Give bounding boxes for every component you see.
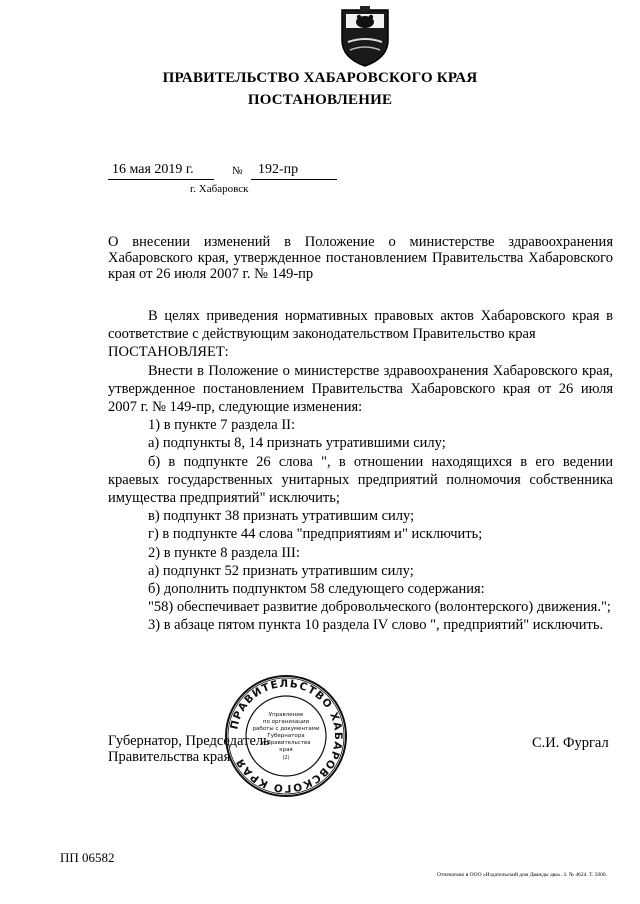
signatory-position-line: Губернатор, Председатель [108,733,270,749]
body-list-item: 2) в пункте 8 раздела III: [148,544,300,561]
coat-of-arms-emblem [338,6,392,68]
government-title: ПРАВИТЕЛЬСТВО ХАБАРОВСКОГО КРАЯ [162,70,478,86]
svg-text:Управление: Управление [268,712,304,718]
document-subject: О внесении изменений в Положение о министерстве здравоохранения Хабаровского края, утвержденное постановлением Правительства Хабаровского края от 26 июля 2007 г. № 149-пр [108,234,613,282]
body-list-item: "58) обеспечивает развитие добровольческого (волонтерского) движения."; [148,599,611,616]
body-list-item: а) подпункт 52 признать утратившим силу; [148,562,414,579]
body-list-item: б) в подпункте 26 слова ", в отношении находящихся в его ведении краевых государственных унитарных предприятий полномочия собственника имущества предприятий" исключить; [108,453,613,507]
body-list-item: 3) в абзаце пятом пункта 10 раздела IV слово ", предприятий" исключить. [148,617,604,634]
body-list-item: б) дополнить подпунктом 58 следующего содержания: [148,581,485,598]
svg-text:по организации: по организации [262,719,310,725]
svg-text:края: края [279,747,293,753]
official-seal-stamp [224,674,348,798]
body-list-item: г) в подпункте 44 слова "предприятиям и" исключить; [148,526,483,543]
number-underline [251,179,337,180]
document-type-title: ПОСТАНОВЛЕНИЕ [247,92,393,108]
signatory-name: С.И. Фургал [532,735,609,751]
body-list-item: в) подпункт 38 признать утратившим силу; [148,508,415,525]
printer-imprint: Отпечатано в ООО «Издательский дом Дважды два». З. № 4624. Т. 5000. [437,872,608,878]
document-number: 192-пр [258,162,299,177]
seal-ring-text: ПРАВИТЕЛЬСТВО ХАБАРОВСКОГО КРАЯ [228,677,345,795]
svg-text:Губернатора: Губернатора [267,733,305,739]
body-list-item: 1) в пункте 7 раздела II: [148,417,296,434]
document-date: 16 мая 2019 г. [112,162,194,177]
signatory-position-line: Правительства края [108,749,231,765]
document-city: г. Хабаровск [190,183,249,195]
seal-number: (2) [282,755,290,761]
body-paragraph: Внести в Положение о министерстве здравоохранения Хабаровского края, утвержденное постановлением Правительства Хабаровского края от 26 июля 2007 г. № 149-пр, следующие изменения: [108,362,613,416]
number-symbol: № [232,165,243,177]
document-code: ПП 06582 [60,850,115,865]
document-body [108,307,613,635]
svg-text:и Правительства: и Правительства [261,740,311,746]
svg-text:работы с документами: работы с документами [252,726,320,732]
body-paragraph: В целях приведения нормативных правовых актов Хабаровского края в соответствие с действующим законодательством Правительство края [108,308,613,343]
date-underline [108,179,214,180]
body-resolution-word: ПОСТАНОВЛЯЕТ: [108,344,229,361]
body-list-item: а) подпункты 8, 14 признать утратившими силу; [148,435,446,452]
